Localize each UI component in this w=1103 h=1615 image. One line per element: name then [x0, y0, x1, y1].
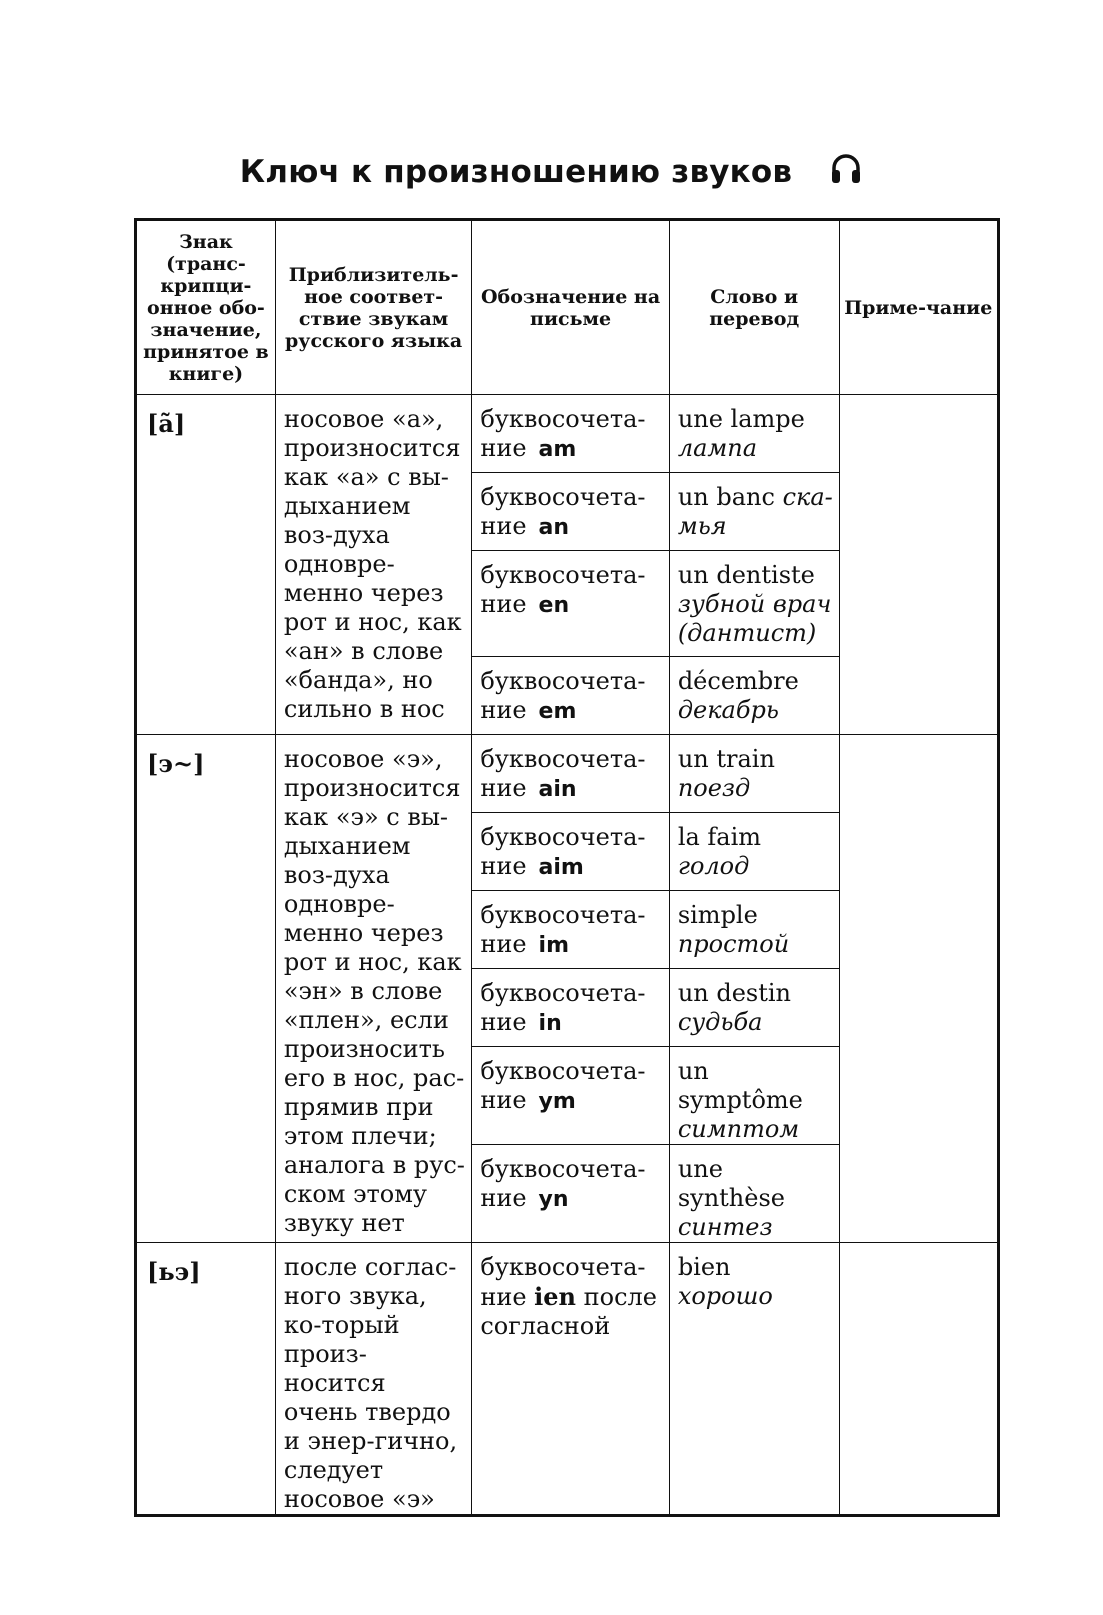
word-cell: une synthèse синтез	[669, 1145, 839, 1243]
table-row	[136, 735, 999, 813]
header-spelling: Обозначение на письме	[472, 220, 669, 395]
word-cell: simple простой	[669, 891, 839, 969]
spelling-cell: буквосочета-ние ain	[472, 735, 669, 813]
header-approx: Приблизитель-ное соответ-ствие звукам русского языка	[275, 220, 471, 395]
pronunciation-table	[134, 218, 1000, 1517]
note-cell	[839, 735, 998, 1243]
description-cell: носовое «а», произносится как «а» с вы-дыханием воз-духа одновре-менно через рот и нос, как «ан» в слове «банда», но сильно в нос	[275, 395, 471, 735]
note-cell	[839, 395, 998, 735]
word-cell: bien хорошо	[669, 1243, 839, 1516]
header-row	[136, 220, 999, 395]
title-text: Ключ к произношению звуков	[239, 154, 793, 190]
word-cell: un banc ска-мья	[669, 473, 839, 551]
headphones-icon	[829, 152, 863, 194]
note-cell	[839, 1243, 998, 1516]
spelling-cell: буквосочета-ние an	[472, 473, 669, 551]
sign-cell: [ьэ]	[136, 1243, 276, 1516]
sign-cell: [э~]	[136, 735, 276, 1243]
spelling-cell: буквосочета-ние en	[472, 551, 669, 657]
spelling-cell: буквосочета-ние ien после согласной	[472, 1243, 669, 1516]
spelling-cell: буквосочета-ние aim	[472, 813, 669, 891]
table-row	[136, 1243, 999, 1516]
word-cell: une lampe лампа	[669, 395, 839, 473]
sign-cell: [ã]	[136, 395, 276, 735]
word-cell: un dentiste зубной врач (дантист)	[669, 551, 839, 657]
header-sign: Знак (транс-крипци-онное обо-значение, принятое в книге)	[136, 220, 276, 395]
word-cell: un destin судьба	[669, 969, 839, 1047]
spelling-cell: буквосочета-ние ym	[472, 1047, 669, 1145]
word-cell: un symptôme симптом	[669, 1047, 839, 1145]
page-title	[0, 152, 1103, 194]
word-cell: décembre декабрь	[669, 657, 839, 735]
table-row	[136, 395, 999, 473]
spelling-cell: буквосочета-ние em	[472, 657, 669, 735]
spelling-cell: буквосочета-ние am	[472, 395, 669, 473]
description-cell: после соглас-ного звука, ко-торый произ-носится очень твердо и энер-гично, следует носовое «э»	[275, 1243, 471, 1516]
spelling-cell: буквосочета-ние im	[472, 891, 669, 969]
word-cell: la faim голод	[669, 813, 839, 891]
header-note: Приме-чание	[839, 220, 998, 395]
description-cell: носовое «э», произносится как «э» с вы-дыханием воз-духа одновре-менно через рот и нос, как «эн» в слове «плен», если произносить его в нос, рас-прямив при этом плечи; аналога в рус-ском этому звуку нет	[275, 735, 471, 1243]
spelling-cell: буквосочета-ние yn	[472, 1145, 669, 1243]
header-word: Слово и перевод	[669, 220, 839, 395]
word-cell: un train поезд	[669, 735, 839, 813]
spelling-cell: буквосочета-ние in	[472, 969, 669, 1047]
